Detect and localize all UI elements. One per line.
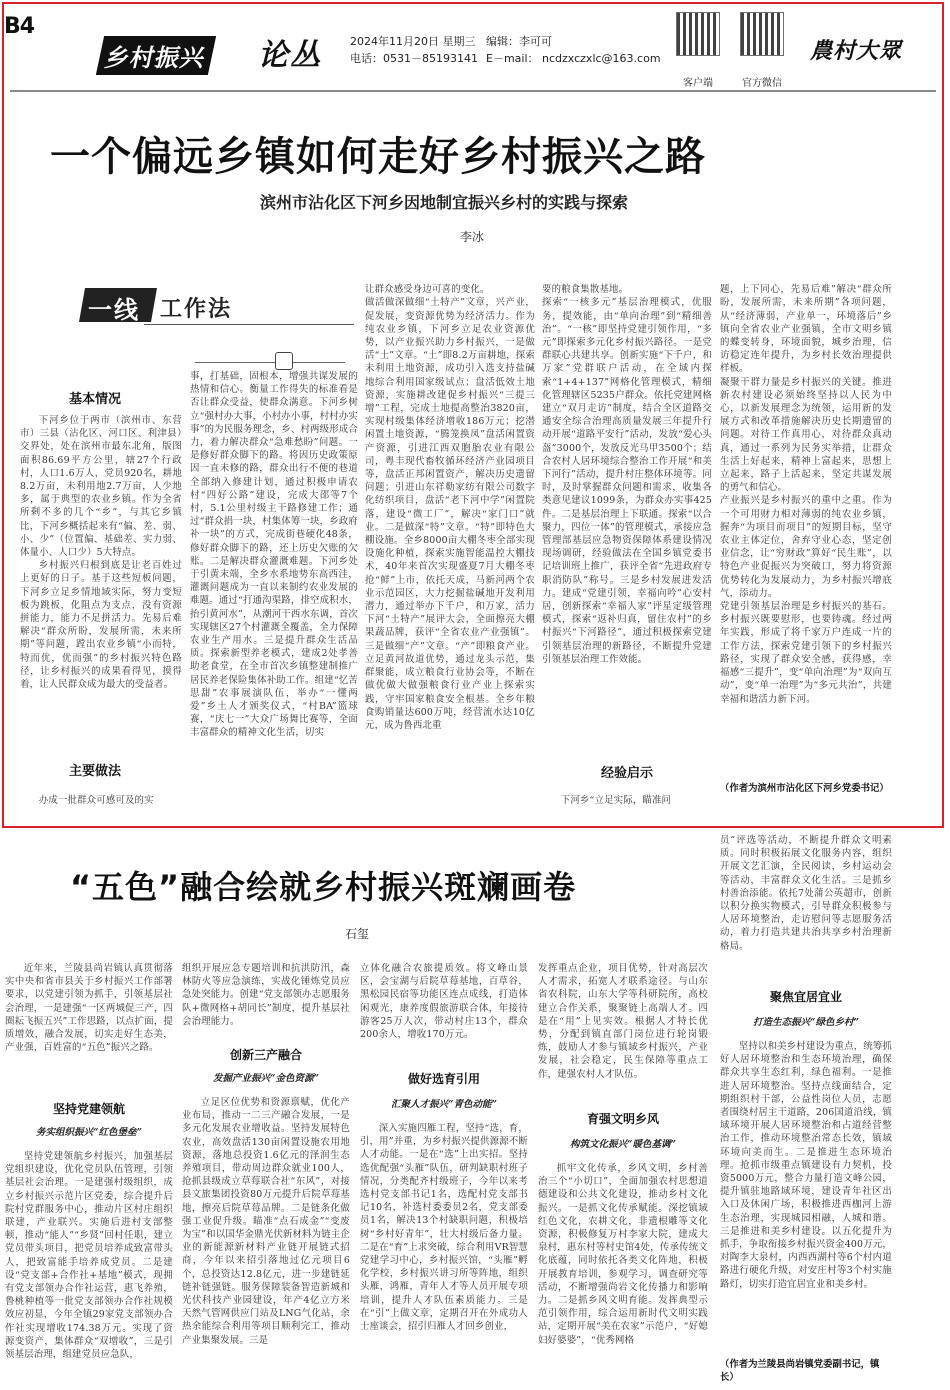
section-blue: 做好选育引用 xyxy=(407,1072,480,1086)
qr-code-app[interactable] xyxy=(676,12,720,56)
article2-col4-body xyxy=(538,1162,708,1386)
section-methods: 主要做法 xyxy=(68,764,121,779)
section-gold: 创新三产融合 xyxy=(229,1048,302,1062)
section-green: 聚焦宜居宜业 xyxy=(769,990,842,1004)
paragraph: 事，打基础，固根本，增强共谋发展的热情和信心。衡量工作得失的标准看是否让群众受益，使群众满意。下河乡树立“强村办大事，小村办小事，村村办实事”的为民服务理念，乡、村两级形成合力，着力解决群众“急难愁盼”问题。一是修好群众脚下的路。将因历史政策原因一直未修的路，群众出行不便的巷道全部纳入修建计划，通过积极申请农村“四好公路”建设，完成大邵等7个村，5.1公里村级主干路修建工作；通过“群众捐一块，村集体筹一块，乡政府补一块”的方式，完成街巷硬化48条，修好群众脚下的路，还上历史欠账的欠账。二是解决群众灌溉难题。下河乡处于引黄末端，全乡水系地势东高西洼，灌溉问题成为一直以来制约农业发展的难题。通过“打通沟渠路，排空成积水，抬引黄河水”，从潮河干西水东调，首次实现辖区27个村灌溉全覆盖，全力保障农业生产用水。三是提升群众生活品质。探索新型养老模式，建成2处孝善助老食堂，在全市首次乡镇整建制推广居民养老保险集体补助工作。组建“忆苦思甜”农事展演队伍，举办“一懂两爱”乡土人才颁奖仪式，“村BA”篮球赛，“庆七一”大众广场舞比赛等，全面丰富群众的精神文化生活，切实 xyxy=(190,371,358,739)
section-name-calligraphy: 论丛 xyxy=(258,38,322,73)
qr-code-wechat[interactable] xyxy=(740,12,784,56)
article1-col1-tail xyxy=(20,794,182,810)
column-badge xyxy=(82,288,252,324)
section-insights: 经验启示 xyxy=(600,766,653,781)
paragraph: 办成一批群众可感可及的实 xyxy=(38,795,154,806)
paragraph: 抓牢文化传承，乡风文明，乡村善治三个“小切口”，全面加强农村思想道德建设和公共文化建设，推动乡村文化振兴。一是抓文化传承赋能。深挖镇域红色文化，农耕文化，非遗根雕等文化资源，积极修复万村李家大院，建成大泉村，惠东村等村史馆4处，传承传统文化底蕴，同时依托各类文化阵地，积极开展教育培训，参观学习，调查研究等活动，不断增强尚岩文化传播力和影响力。二是抓乡风文明育能。发挥典型示范引领作用，综合运用新时代文明实践站，定期开展“美在农家”示范户，“好媳妇好婆婆”，“优秀网格 xyxy=(538,1163,708,1346)
page-number: B4 xyxy=(4,14,35,39)
article1-col1 xyxy=(20,414,182,744)
article2-col2-body xyxy=(182,1096,350,1386)
article2-col5-intro xyxy=(720,834,892,978)
article1-col4-tail xyxy=(542,794,712,810)
paragraph: 乡村振兴归根到底是让老百姓过上更好的日子。基于这些短板问题，下河乡立足乡情地域实际，努力变短板为跳板，化阻点为支点，没有资源拼能力，能力不足拼活力。先易后难解决“群众所盼，发展所需，未来所期”等问题，蹚出农业乡镇“小而特，特而优，优而强”的乡村振兴特色路径，让乡村振兴的成果看得见，摸得着，让人民群众成为最大的受益者。 xyxy=(20,560,182,691)
article1-author: 李冰 xyxy=(460,230,485,244)
email: E－mail： ncdzxczxlc@163.com xyxy=(486,52,661,65)
tagline-gold: 发掘产业振兴“金色资源” xyxy=(213,1073,319,1084)
paragraph: 发挥重点企业，项目优势，针对高层次人才需求，拓宽人才联系途径。与山东省农科院，山东大学等科研院所，高校建立合作关系，聚聚链上高端人才。四是在“用”上见实效。根据人才特长优势，分配到镇直部门岗位进行轮岗锻炼，鼓励人才参与镇域乡村振兴，产业发展，社会稳定，民生保障等重点工作，建强农村人才队伍。 xyxy=(538,963,708,1080)
editor: 编辑：李可可 xyxy=(486,35,552,48)
paragraph: 员”评选等活动，不断提升群众文明素质。同时积极拓展文化服务内容，组织开展文艺汇演，全民阅读，乡村运动会等活动，丰富群众文化生活。三是抓乡村善治添能。依托7处蒲公英超市，创新以积分换实物模式，引导群众积极参与人居环境整治，走访慰问等志愿服务活动，着力打造共建共治共享乡村治理新格局。 xyxy=(720,835,892,952)
article2-col1-body xyxy=(5,1150,173,1385)
thumbs-up-icon xyxy=(275,352,293,370)
badge-underline xyxy=(144,324,354,325)
paragraph: 题，上下同心，先易后难”解决“群众所盼，发展所需，未来所期”各项问题，从“经济薄弱，产业单一，环境落后”乡镇向全省农业产业强镇，全市文明乡镇的蝶变转身，环境面貌，城乡治理，信访稳定连年提升，为乡村长效治理提供样板。 凝聚干群力量是乡村振兴的关键。推进新农村建设必须始终坚持以人民为中心，以新发展理念为统领，运用新的发展方式和改革措施解决历史长期遗留的问题。对待工作真用心，对待群众真动真，通过一系列为民务实举措，让群众生活上好起来，精神上富起来，思想上立起来，路子上活起来，坚定共谋发展的勇气和信心。 产业振兴是乡村振兴的重中之重。作为一个可用财力相对薄弱的纯农业乡镇，握奔“为项目而项目”的短期目标，坚守农业主体定位，舍弃守业心态，坚定创业信念，让“穷财政”算好“民生账”，以特色产业促振兴为突破口，努力将资源优势转化为发展动力，为乡村振兴增底气，添动力。 党建引领基层治理是乡村振兴的基石。乡村振兴既要慰形，也要铸魂。经过两年实践，形成了将千家万户连成一片的工作方法，探索党建引领下的乡村振兴路径，实现了群众安全感，获得感，幸福感“三提升”，变“单向治理”为“双向互动”，变“单一治理”为“多元共治”，共建幸福和谐活力新下河。 xyxy=(720,284,892,705)
article1-col2 xyxy=(190,370,358,810)
paragraph: 坚持以和美乡村建设为重点，统筹抓好人居环境整治和生态环境治理，确保群众共享生态红利，绿色福利。一是推进人居环境整治。坚持点线面结合，定期组织村干部，公益性岗位人员，志愿者围绕村居主干道路，206国道沿线，镇域环境开展人居环境整治和占道经营整治工作，推动环境整治常态长效，镇域环境向美而生。二是推进生态环境治理。抢抓市级重点镇建设有力契机，投资5000万元，整合力量打造文峰公园，提升镇驻地路域环境，建设青年社区出入口及休闲广场，积极推进西枷河上游生态治理，实现城园相融，人城和谐。三是推进和美乡村建设。以五化提升为抓手，争取衔接乡村振兴资金400万元，对陶李大泉村，内西西湖村等6个村内道路进行硬化升级，对安庄村等3个村实施路灯，切实打造宜居宜业和美乡村。 xyxy=(720,1041,892,1290)
article1-col4 xyxy=(542,270,712,748)
article1-signature: （作者为滨州市沾化区下河乡党委书记） xyxy=(720,783,889,794)
qr-caption-app: 客户端 xyxy=(683,78,713,89)
article2-col3-intro xyxy=(360,962,528,1054)
paragraph: 近年来，兰陵县尚岩镇认真贯彻落实中央和省市县关于乡村振兴工作部署要求，以党建引领为抓手，引领基层社会治理，一是建强“一区两城促三产，四圈耘飞振五兴”工作思路，以点扩面，提质增效，融合发展，切实走好生态美，产业强，百姓富的“五色”振兴之路。 xyxy=(5,963,173,1054)
newspaper-logo: 農村大眾 xyxy=(810,38,903,64)
paragraph: 立足区位优势和资源禀赋，优化产业布局，推动一二三产融合发展，一是多元化发展农业增收益。坚持发展特色农业，高效盘活130亩闲置设施农用地资源，落地总投资1.6亿元的泽润生态养殖项目，带动周边群众就业100人，抢抓县级成立草莓联合社“东风”，对接县文旅集团投资80万元提升后院草莓基地，擦亮后院草莓品牌。二是链条化做强工业促升级。瞄准“点石成金”“变废为宝”和以国华金鼎光伏新材料为链主企业的新能源新材料产业链开展链式招商，今年以来招引落地过亿元项目6个，总投资达12.8亿元，进一步建链延链补链强链。服务保障装备智造新城和光伏科技产业园建设，年产4亿立方米天然气管网供应门站及LNG气化站，余热余能综合利用等项目顺利完工，推动产业集聚发展。三是 xyxy=(182,1097,350,1346)
paragraph: 要的粮食集散基地。 探索“一核多元”基层治理模式，优服务，提效能，由“单向治理”到“精细善治”。“一核”即坚持党建引领作用，“多元”即探索多元化乡村振兴路径。一是党群联心共建共享。创新实施“下千户，和万家”党群联户活动，在全域内探索“1+4+137”网格化管理模式，精细化管理辖区5235户群众。依托党建网格建立“双月走访”制度，结合全区道路交通安全综合治理高质量发展三年提升行动开展“道路平安行”活动，发放“爱心头盔”3000个，发放反光马甲3500个；结合农村人居环境综合整治工作开展“和美下河行”活动，提升村庄整体环境等。同时，及时掌握群众问题和需求，收集各类意见建议1099条，为群众办实事425件。二是基层治理上下联通。探索“以合聚力，四位一体”的管理模式，承接应急管理部基层应急物资保障体系建设情况现场调研，经验做法在全国乡镇党委书记培训班上推广，获评全省“先进政府专职消防队”称号。三是乡村发展进发活力。建成“党建引领，幸福向吟”心安村居，创新探索“幸福人家”评星定级管理模式，探索“返补归真，留住农村”的乡村振兴“下河路径”，通过积极探索党建引领基层治理的新路径，不断提升党建引领基层治理工作效能。 xyxy=(542,284,712,665)
article1-subtitle: 滨州市沾化区下河乡因地制宜振兴乡村的实践与探索 xyxy=(260,193,629,212)
article2-col2-intro xyxy=(182,962,350,1032)
paragraph: 组织开展应急专题培训和抗洪防汛，森林防火等应急演练，实战化锤炼党员应急处突能力。创建“党支部领办志愿服务队+微网格+胡同长”制度，提升基层社会治理能力。 xyxy=(182,963,350,1027)
article1-title: 一个偏远乡镇如何走好乡村振兴之路 xyxy=(50,134,706,180)
qr-caption-wechat: 官方微信 xyxy=(742,78,782,89)
phone: 电话：0531－85193141 xyxy=(350,52,478,65)
article2-author: 石玺 xyxy=(345,927,370,941)
article2-title: “五色”融合绘就乡村振兴斑斓画卷 xyxy=(70,868,577,906)
masthead-rule xyxy=(10,90,936,92)
paragraph: 坚持党建领航乡村振兴，加强基层党组织建设，优化党员队伍管理，引领基层社会治理。一是建强村级组织，成立乡村振兴示范片区党委，综合提升后院村党群服务中心，推动片区村庄组织联建，产业联兴。实施后进村支部整顿，推动“能人”“乡贤”回村任职，建立党员带头项目，把党员培养成致富带头人，把致富能手培养成党员。二是建设“党支部+合作社+基地”模式，现拥有党支部领办合作社运营，惠飞养殖，鲁桃种植等一批党支部领办合作社规模效应初显，今年全镇29家党支部领办合作社实现增收174.38万元。实现了资源变资产，集体群众“双增收”，三是引领基层治理，组建党员应急队， xyxy=(5,1151,173,1361)
paragraph: 深入实施四雁工程，坚持“选，育，引，用”并重，为乡村振兴提供源源不断人才动能。一是在“选”上出实招。坚持选优配强“头雁”队伍，研判缺职村班子情况，分类配齐村级班子，今年以来考选村党支部书记1名，选配村党支部书记10名，补选村委委员2名，党支部委员1名，解决13个村缺职问题，积极培树“乡村好青年”，壮大村级后备力量。二是在“育”上求突破，综合利用VR智慧党建学习中心，乡村振兴馆，“头雁”孵化学校，乡村振兴讲习所等阵地，组织头雁，鸿雁，青年人才等人员开展专项培训，提升人才队伍素质能力。三是在“引”上做文章，定期召开在外成功人士座谈会，招引归雁人才回乡创业， xyxy=(360,1123,528,1333)
article2-signature: （作者为兰陵县尚岩镇党委副书记，镇长） xyxy=(720,1359,880,1383)
section-banner xyxy=(100,30,340,73)
badge-text: 一线 xyxy=(88,296,140,324)
section-red: 坚持党建领航 xyxy=(52,1102,125,1116)
article1-col3 xyxy=(365,270,535,810)
paragraph: 让群众感受身边可喜的变化。 做活做深做细“土特产”文章，兴产业，促发展，变资源优势为经济活力。作为纯农业乡镇，下河乡立足农业资源优势，以产业振兴助力乡村振兴，一是做活“土”文章。“土”即8.2万亩耕地，探索未利用土地资源，成功引入选支持盐碱地综合利用国家级试点；盘活低效土地资源，实施耕改建促乡村振兴“三提三增”工程，完成土地提高整治3820亩，实现村级集体经济增收186万元；挖潜闲置土地资源，“腾笼换凤”盘活闲置资产资源，引进江西双胞胎农业有限公司，粤丰现代畜牧循环经济产业园项目等，盘活正邦闲置资产，解决历史遗留问题；引进山东祥勒家纺有限公司数字化纺织项目，盘活“老下河中学”闲置院落，建设“微工厂”，解决“家门口”就业。二是做深“特”文章。“特”即特色大棚设施。全乡8000亩大棚冬枣全部实现设施化种植，探索实施智能温控大棚技术，40年来首次实现盛夏7月大棚冬枣抢“鲜”上市，依托天成，马新河两个农业示范园区，大力挖掘盐碱地开发利用潜力，通过举办下千户，和万家，活力下河“土特产”展评大会，全面擦亮大棚果蔬品牌，获评“全省农业产业强镇”。三是做细“产”文章。“产”即粮食产业。立足黄河故道优势，通过龙头示范，集群聚能，成立粮食行业协会等，不断在做优做大做强粮食行业产业上探索实践，守牢国家粮食安全根基。全乡年粮食购销量达600万吨，经营流水达10亿元，成为鲁西北重 xyxy=(365,284,535,731)
paragraph: 立体化融合农旅提质效。将文峰山景区，会宝湖与后院草莓基地，百草谷，黑松园民宿等功能区连点成线，打造体闲观光，康养度假旅游联合体，年接待游客25万人次，带动村庄13个，群众200余人，增收170万元。 xyxy=(360,963,528,1041)
tagline-orange: 构筑文化振兴“暖色基调” xyxy=(570,1139,676,1150)
paragraph: 下河乡位于两市（滨州市、东营市）三县（沾化区、河口区、利津县）交界处，处在滨州市最东北角，版图面积86.69平方公里，辖27个行政村，人口1.6万人，党员920名，耕地8.2万亩，未利用地2.7万亩，人少地多，属于典型的农业乡镇。作为全省所剩不多的几个“乡”，与其它乡镇比，下河乡概括起来有“偏、差、弱、小、少”（位置偏、基础差、实力弱、体量小、人口少）5大特点。 xyxy=(20,415,182,559)
tagline-blue: 汇聚人才振兴“青色动能” xyxy=(391,1099,497,1110)
article2-col1-intro xyxy=(5,962,173,1086)
paragraph: 下河乡“立足实际，瞄准问 xyxy=(560,795,672,806)
tagline-red: 务实组织振兴“红色堡垒” xyxy=(36,1127,142,1138)
article1-col5 xyxy=(720,270,892,780)
section-basic: 基本情况 xyxy=(68,392,121,407)
article2-col5-body xyxy=(720,1040,892,1350)
column-name: 工作法 xyxy=(160,297,233,322)
tagline-green: 打造生态振兴“绿色乡村” xyxy=(753,1017,859,1028)
thumb-line xyxy=(195,362,345,363)
section-name: 乡村振兴 xyxy=(96,36,216,75)
date-line: 2024年11月20日 星期三 xyxy=(350,35,476,48)
article2-col3-body xyxy=(360,1122,528,1386)
section-orange: 育强文明乡风 xyxy=(586,1112,659,1126)
article2-col4-intro xyxy=(538,962,708,1098)
